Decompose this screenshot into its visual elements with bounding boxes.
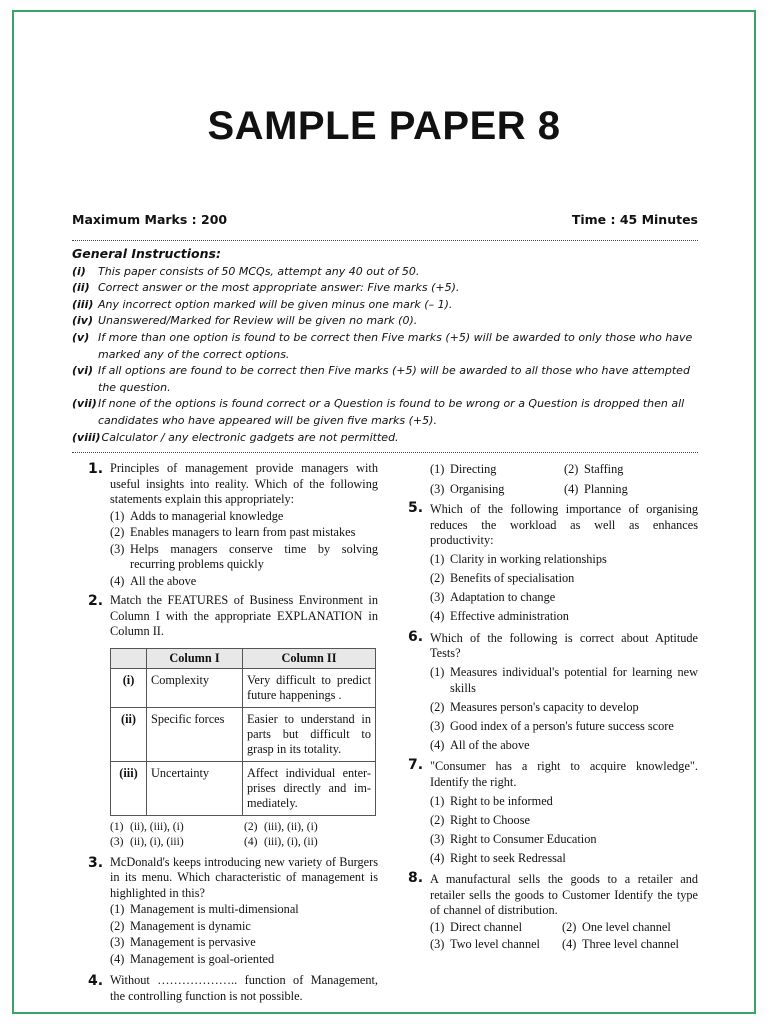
divider-bottom — [72, 452, 698, 453]
question-text: "Consumer has a right to acquire knowledge". Identify the right. — [430, 759, 698, 789]
maximum-marks: Maximum Marks : 200 — [72, 212, 228, 227]
option: (1) Measures individual's potential for learning new skills — [430, 665, 698, 695]
option: (3) Organising — [430, 481, 505, 496]
right-column — [408, 461, 698, 953]
option: (4) (iii), (i), (ii) — [244, 836, 318, 848]
question-text: Without ……………….. function of Management, the controlling function is not possible. — [110, 973, 378, 1003]
question-2 — [88, 593, 378, 819]
option: (2) (iii), (ii), (i) — [244, 820, 318, 833]
option: (1) Clarity in working relationships — [430, 552, 607, 566]
option: (4) All of the above — [430, 737, 530, 752]
question-number: 5. — [408, 500, 424, 516]
question-number: 1. — [88, 461, 104, 477]
question-number: 6. — [408, 628, 424, 645]
option: (3) Adaptation to change — [430, 590, 556, 604]
table-row: (iii) Uncertainty Affect individual enter-prises directly and im-mediately. — [111, 761, 376, 815]
question-1 — [88, 461, 378, 589]
question-number: 3. — [88, 854, 104, 871]
question-text: Match the FEATURES of Business Environment in Column I with the appropriate EXPLANATION in Column II. — [110, 593, 378, 638]
option: (4) Three level channel — [562, 937, 679, 951]
question-text: A manufactural sells the goods to a retailer and retailer sells the goods to Customer Identify the type of channel of distribution. — [430, 872, 698, 917]
table-row: (i) Complexity Very difficult to predict future happenings . — [111, 668, 376, 707]
question-number: 7. — [408, 757, 424, 773]
question-text: Which of the following is correct about Aptitude Tests? — [430, 630, 698, 660]
instruction-item: (i) This paper consists of 50 MCQs, attempt any 40 out of 50. — [72, 264, 420, 278]
option: (4) Management is goal-oriented — [110, 951, 275, 966]
instruction-item: (iv) Unanswered/Marked for Review will be given no mark (0). — [72, 314, 418, 328]
question-text: Which of the following importance of organising reduces the workload as well as enhances productivity: — [430, 502, 698, 547]
page-title: SAMPLE PAPER 8 — [207, 104, 561, 148]
question-7 — [408, 757, 698, 866]
option: (2) Staffing — [564, 462, 624, 476]
instruction-item: (iii) Any incorrect option marked will be given minus one mark (– 1). — [72, 297, 453, 311]
option: (3) Management is pervasive — [110, 935, 256, 949]
question-4-options — [430, 462, 698, 497]
general-instructions — [72, 246, 702, 446]
option: (2) Enables managers to learn from past mistakes — [110, 525, 356, 539]
instruction-item: (viii) Calculator / any electronic gadgets are not permitted. — [72, 430, 399, 444]
option: (3) Two level channel — [430, 937, 540, 951]
question-text: McDonald's keeps introducing new variety of Burgers in its menu. Which characteristic of management is highlighted in this? — [110, 854, 378, 900]
option: (1) (ii), (iii), (i) — [110, 820, 184, 833]
option: (1) Management is multi-dimensional — [110, 902, 299, 916]
option: (1) Adds to managerial knowledge — [110, 508, 284, 523]
option: (3) (ii), (i), (iii) — [110, 836, 184, 848]
question-number: 8. — [408, 870, 424, 886]
option: (4) Effective administration — [430, 609, 569, 623]
question-8 — [408, 870, 698, 953]
instruction-item: (vii) If none of the options is found correct or a Question is found to be wrong or a Question is dropped then all candidates who have appeared will be given five marks (+5). — [72, 397, 685, 427]
question-5 — [408, 500, 698, 625]
question-6 — [408, 629, 698, 754]
option: (4) All the above — [110, 573, 197, 588]
question-2-options — [110, 820, 378, 851]
question-text: Principles of management provide managers with useful insights into reality. Which of the following statements explain this appropriately: — [110, 461, 378, 506]
option: (2) Right to Choose — [430, 812, 530, 827]
table-header: Column I — [147, 648, 243, 668]
question-number: 2. — [88, 593, 104, 609]
option: (1) Direct channel — [430, 919, 523, 934]
option: (4) Planning — [564, 481, 628, 496]
option: (3) Good index of a person's future success score — [430, 718, 674, 733]
table-row: (ii) Specific forces Easier to understand in parts but difficult to grasp in its totality. — [111, 707, 376, 761]
question-4 — [88, 973, 378, 1004]
instruction-item: (v) If more than one option is found to be correct then Five marks (+5) will be awarded to only those who have marked any of the correct options. — [72, 330, 693, 361]
instruction-item: (ii) Correct answer or the most appropriate answer: Five marks (+5). — [72, 281, 460, 295]
table-header: Column II — [243, 648, 376, 668]
question-3 — [88, 855, 378, 968]
option: (3) Helps managers conserve time by solving recurring problems quickly — [110, 541, 378, 571]
instructions-heading: General Instructions: — [72, 246, 221, 261]
option: (2) One level channel — [562, 919, 671, 934]
option: (1) Directing — [430, 462, 497, 476]
question-number: 4. — [88, 973, 104, 989]
time-limit: Time : 45 Minutes — [571, 212, 698, 227]
match-table — [110, 648, 376, 816]
option: (3) Right to Consumer Education — [430, 831, 597, 846]
option: (2) Management is dynamic — [110, 918, 251, 933]
option: (2) Benefits of specialisation — [430, 571, 575, 585]
question-8-options — [430, 920, 698, 953]
instruction-item: (vi) If all options are found to be correct then Five marks (+5) will be awarded to all those who have attempted the question. — [72, 364, 690, 394]
option: (1) Right to be informed — [430, 793, 553, 808]
divider-top — [72, 240, 698, 241]
left-column — [88, 461, 378, 1004]
option: (4) Right to seek Redressal — [430, 850, 566, 865]
option: (2) Measures person's capacity to develop — [430, 699, 639, 714]
